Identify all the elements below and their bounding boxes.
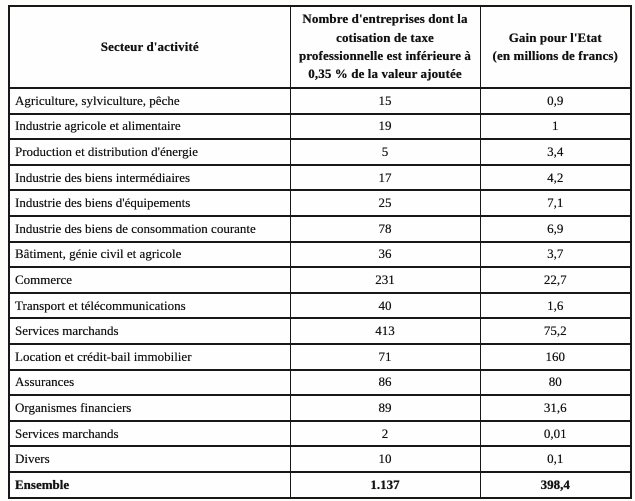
header-gain-line1: Gain pour l'Etat [508, 29, 602, 45]
sector-cell: Location et crédit-bail immobilier [9, 344, 290, 370]
gain-cell: 398,4 [480, 472, 631, 498]
sector-cell: Divers [9, 446, 290, 472]
sector-cell: Transport et télécommunications [9, 293, 290, 319]
gain-cell: 7,1 [480, 190, 631, 216]
gain-cell: 0,9 [480, 88, 631, 114]
count-cell: 78 [290, 216, 480, 242]
count-cell: 10 [290, 446, 480, 472]
sector-cell: Industrie des biens d'équipements [9, 190, 290, 216]
count-cell: 36 [290, 242, 480, 268]
table-header [9, 6, 631, 88]
header-sector-column: Secteur d'activité [9, 6, 290, 88]
table-row [9, 293, 631, 319]
header-gain-column [480, 6, 631, 88]
header-count-column: Nombre d'entreprises dont la cotisation de taxe professionnelle est inférieure à 0,35 % de la valeur ajoutée [290, 6, 480, 88]
count-cell: 2 [290, 421, 480, 447]
table-row [9, 242, 631, 268]
gain-cell: 1 [480, 114, 631, 140]
gain-cell: 0,01 [480, 421, 631, 447]
gain-cell: 31,6 [480, 395, 631, 421]
table-row [9, 395, 631, 421]
table-row [9, 139, 631, 165]
header-gain-line2: (en millions de francs) [492, 48, 618, 63]
table-row-total [9, 472, 631, 498]
count-cell: 231 [290, 267, 480, 293]
header-row [9, 6, 631, 88]
gain-cell: 6,9 [480, 216, 631, 242]
table-row [9, 216, 631, 242]
gain-cell: 75,2 [480, 318, 631, 344]
table-row [9, 267, 631, 293]
table-row [9, 88, 631, 114]
count-cell: 413 [290, 318, 480, 344]
sector-cell: Bâtiment, génie civil et agricole [9, 242, 290, 268]
count-cell: 89 [290, 395, 480, 421]
tax-professionnelle-table [8, 5, 632, 499]
sector-cell: Assurances [9, 370, 290, 396]
sector-cell: Agriculture, sylviculture, pêche [9, 88, 290, 114]
count-cell: 19 [290, 114, 480, 140]
gain-cell: 1,6 [480, 293, 631, 319]
gain-cell: 160 [480, 344, 631, 370]
gain-cell: 4,2 [480, 165, 631, 191]
sector-cell: Industrie agricole et alimentaire [9, 114, 290, 140]
count-cell: 15 [290, 88, 480, 114]
table-row [9, 114, 631, 140]
table-row [9, 318, 631, 344]
count-cell: 71 [290, 344, 480, 370]
gain-cell: 3,4 [480, 139, 631, 165]
count-cell: 86 [290, 370, 480, 396]
gain-cell: 3,7 [480, 242, 631, 268]
table-row [9, 421, 631, 447]
table-row [9, 370, 631, 396]
sector-cell: Services marchands [9, 318, 290, 344]
table-row [9, 344, 631, 370]
table-row [9, 446, 631, 472]
gain-cell: 80 [480, 370, 631, 396]
sector-cell: Commerce [9, 267, 290, 293]
table-body [9, 88, 631, 498]
count-cell: 40 [290, 293, 480, 319]
sector-cell: Services marchands [9, 421, 290, 447]
sector-cell: Industrie des biens intermédiaires [9, 165, 290, 191]
count-cell: 1.137 [290, 472, 480, 498]
sector-cell: Production et distribution d'énergie [9, 139, 290, 165]
table-row [9, 190, 631, 216]
count-cell: 17 [290, 165, 480, 191]
sector-cell: Industrie des biens de consommation courante [9, 216, 290, 242]
count-cell: 5 [290, 139, 480, 165]
sector-cell: Organismes financiers [9, 395, 290, 421]
gain-cell: 22,7 [480, 267, 631, 293]
sector-cell: Ensemble [9, 472, 290, 498]
count-cell: 25 [290, 190, 480, 216]
table-row [9, 165, 631, 191]
gain-cell: 0,1 [480, 446, 631, 472]
